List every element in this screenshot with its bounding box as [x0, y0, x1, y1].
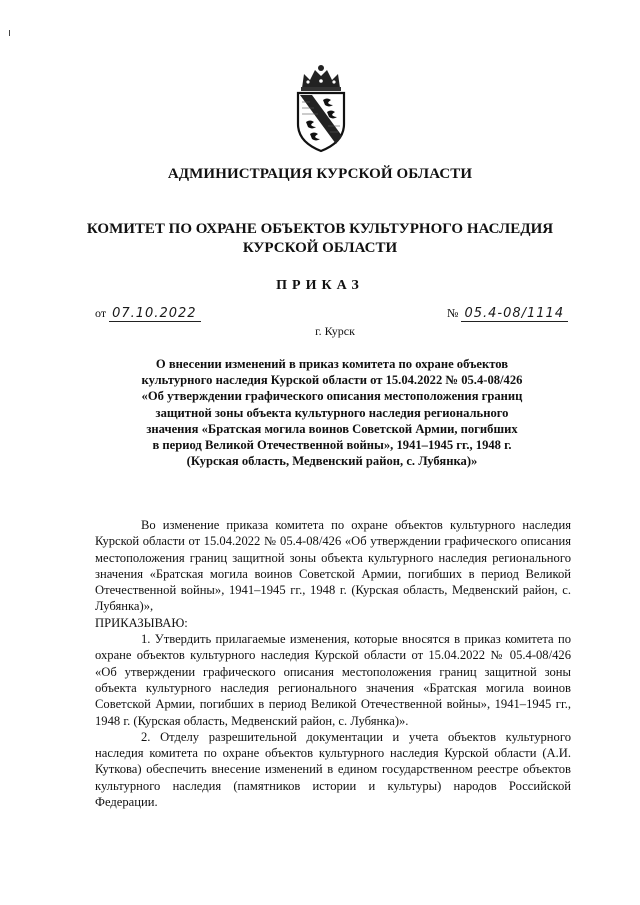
document-type: ПРИКАЗ [276, 278, 364, 293]
order-word: ПРИКАЗЫВАЮ: [95, 615, 188, 630]
subject-line: О внесении изменений в приказ комитета по охране объектов [155, 357, 509, 371]
order-subject [95, 356, 569, 469]
committee-title [60, 220, 580, 258]
date-field [95, 306, 201, 322]
order-item-1: 1. Утвердить прилагаемые изменения, которые вносятся в приказ комитета по охране объектов культурного наследия Курской области от 15.04.2022 № 05.4-08/426 «Об утверждении графического описания местоположения границ защитной зоны объекта культурного наследия регионального значения «Братская могила воинов Советской Армии, погибших в период Великой Отечественной войны», 1941–1945 гг., 1948 г. (Курская область, Медвенский район, с. Лубянка)». [95, 632, 571, 728]
date-prefix: от [95, 306, 107, 320]
kursk-coat-of-arms-icon [288, 62, 354, 154]
number-field [447, 306, 568, 322]
committee-title-line1: КОМИТЕТ ПО ОХРАНЕ ОБЪЕКТОВ КУЛЬТУРНОГО НАСЛЕДИЯ [86, 221, 554, 237]
subject-line: (Курская область, Медвенский район, с. Лубянка)» [186, 454, 478, 469]
committee-title-line2: КУРСКОЙ ОБЛАСТИ [242, 240, 398, 256]
scan-mark [9, 30, 10, 36]
subject-line: в период Великой Отечественной войны», 1941–1945 гг., 1948 г. [152, 438, 512, 453]
subject-line: защитной зоны объекта культурного наследия регионального [155, 405, 509, 420]
administration-title: АДМИНИСТРАЦИЯ КУРСКОЙ ОБЛАСТИ [167, 166, 473, 182]
subject-line: культурного наследия Курской области от 15.04.2022 № 05.4-08/426 [141, 373, 523, 388]
subject-line: значения «Братская могила воинов Советской Армии, погибших [146, 421, 518, 436]
handwritten-number: 05.4-08/1114 [461, 306, 568, 322]
subject-line: «Об утверждении графического описания местоположения границ [141, 389, 523, 404]
number-prefix: № [447, 306, 459, 320]
order-item-2: 2. Отделу разрешительной документации и учета объектов культурного наследия комитета по охране объектов культурного наследия Курской области (А.И. Куткова) обеспечить внесение изменений в едином государственном реестре объектов культурного наследия (памятников истории и культуры) народов Российской Федерации. [95, 729, 571, 810]
handwritten-date: 07.10.2022 [109, 306, 200, 322]
order-body [95, 517, 571, 810]
preamble-paragraph: Во изменение приказа комитета по охране объектов культурного наследия Курской области от 15.04.2022 № 05.4-08/426 «Об утверждении графического описания местоположения границ защитной зоны объекта культурного наследия регионального значения «Братская могила воинов Советской Армии, погибших в период Великой Отечественной войны», 1941–1945 гг., 1948 г. (Курская область, Медвенский район, с. Лубянка)», [95, 518, 571, 614]
city: г. Курск [315, 324, 355, 338]
